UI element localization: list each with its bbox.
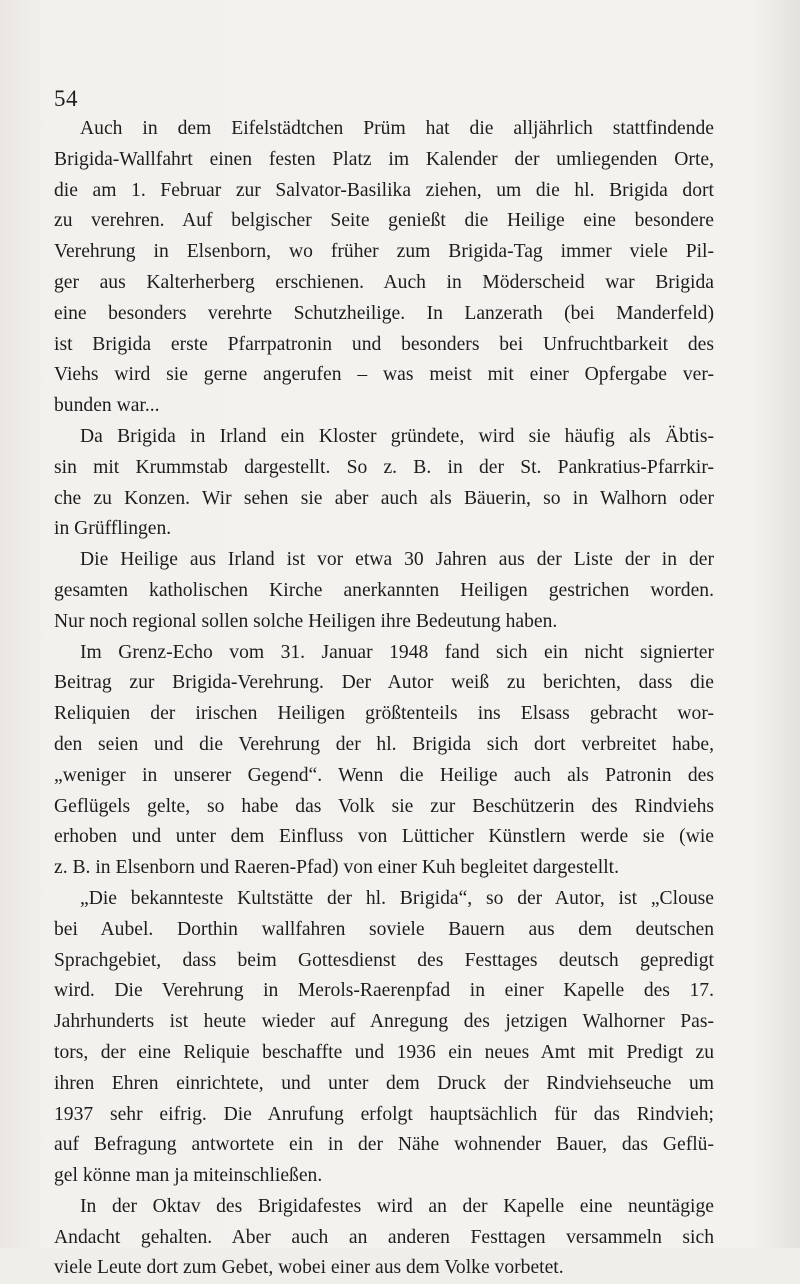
text-line: sin mit Krummstab dargestellt. So z. B. in der St. Pankratius-Pfarrkir-	[54, 456, 714, 478]
text-line: auf Befragung antwortete ein in der Nähe wohnender Bauer, das Geflü-	[54, 1134, 714, 1156]
text-line: Reliquien der irischen Heiligen größtenteils ins Elsass gebracht wor-	[54, 703, 714, 725]
text-line: ist Brigida erste Pfarrpatronin und besonders bei Unfruchtbarkeit des	[54, 333, 714, 355]
text-line: gel könne man ja miteinschließen.	[54, 1165, 323, 1187]
paragraph	[54, 545, 714, 637]
text-line: wird. Die Verehrung in Merols-Raerenpfad in einer Kapelle des 17.	[54, 980, 714, 1002]
text-line: Beitrag zur Brigida-Verehrung. Der Autor weiß zu berichten, dass die	[54, 672, 714, 694]
text-line: den seien und die Verehrung der hl. Brigida sich dort verbreitet habe,	[54, 733, 714, 755]
text-line: Brigida-Wallfahrt einen festen Platz im Kalender der umliegenden Orte,	[54, 148, 714, 170]
text-line: ger aus Kalterherberg erschienen. Auch in Möderscheid war Brigida	[54, 271, 714, 293]
text-line: 1937 sehr eifrig. Die Anrufung erfolgt hauptsächlich für das Rindvieh;	[54, 1103, 714, 1125]
text-line: Da Brigida in Irland ein Kloster gründete, wird sie häufig als Äbtis-	[80, 425, 714, 447]
text-line: bei Aubel. Dorthin wallfahren soviele Bauern aus dem deutschen	[54, 918, 714, 940]
paragraph	[54, 884, 714, 1192]
text-line: Nur noch regional sollen solche Heiligen ihre Bedeutung haben.	[54, 610, 558, 632]
paragraph	[54, 638, 714, 884]
text-line: Die Heilige aus Irland ist vor etwa 30 Jahren aus der Liste der in der	[80, 549, 714, 571]
page-number: 54	[54, 86, 78, 111]
paragraph	[54, 422, 714, 545]
text-line: gesamten katholischen Kirche anerkannten Heiligen gestrichen worden.	[54, 579, 714, 601]
text-line: Auch in dem Eifelstädtchen Prüm hat die alljährlich stattfindende	[80, 118, 714, 139]
text-line: die am 1. Februar zur Salvator-Basilika ziehen, um die hl. Brigida dort	[54, 179, 714, 201]
text-line: Viehs wird sie gerne angerufen – was meist mit einer Opfergabe ver-	[54, 364, 714, 386]
body-text	[54, 114, 714, 1284]
text-line: bunden war...	[54, 395, 160, 417]
text-line: eine besonders verehrte Schutzheilige. In Lanzerath (bei Manderfeld)	[54, 302, 714, 324]
paragraph	[54, 114, 714, 422]
text-line: Sprachgebiet, dass beim Gottesdienst des Festtages deutsch gepredigt	[54, 949, 714, 971]
text-line: tors, der eine Reliquie beschaffte und 1936 ein neues Amt mit Predigt zu	[54, 1041, 714, 1063]
text-line: „weniger in unserer Gegend“. Wenn die Heilige auch als Patronin des	[54, 764, 714, 786]
text-line: in Grüfflingen.	[54, 518, 172, 540]
text-line: Verehrung in Elsenborn, wo früher zum Brigida-Tag immer viele Pil-	[54, 241, 714, 263]
text-line: z. B. in Elsenborn und Raeren-Pfad) von einer Kuh begleitet dargestellt.	[54, 857, 619, 879]
text-line: „Die bekannteste Kultstätte der hl. Brigida“, so der Autor, ist „Clouse	[80, 887, 714, 909]
text-line: Jahrhunderts ist heute wieder auf Anregung des jetzigen Walhorner Pas-	[54, 1011, 714, 1033]
text-line: Andacht gehalten. Aber auch an anderen Festtagen versammeln sich	[54, 1226, 714, 1248]
text-line: che zu Konzen. Wir sehen sie aber auch als Bäuerin, so in Walhorn oder	[54, 487, 714, 509]
text-line: ihren Ehren einrichtete, und unter dem Druck der Rindviehseuche um	[54, 1072, 714, 1094]
paragraph	[54, 1192, 714, 1284]
text-line: In der Oktav des Brigidafestes wird an der Kapelle eine neuntägige	[80, 1195, 714, 1217]
text-line: viele Leute dort zum Gebet, wobei einer aus dem Volke vorbetet.	[54, 1257, 564, 1279]
text-line: zu verehren. Auf belgischer Seite genießt die Heilige eine besondere	[54, 210, 714, 232]
text-line: Im Grenz-Echo vom 31. Januar 1948 fand sich ein nicht signierter	[80, 641, 714, 663]
text-line: erhoben und unter dem Einfluss von Lütticher Künstlern werde sie (wie	[54, 826, 714, 848]
text-line: Geflügels gelte, so habe das Volk sie zur Beschützerin des Rindviehs	[54, 795, 714, 817]
